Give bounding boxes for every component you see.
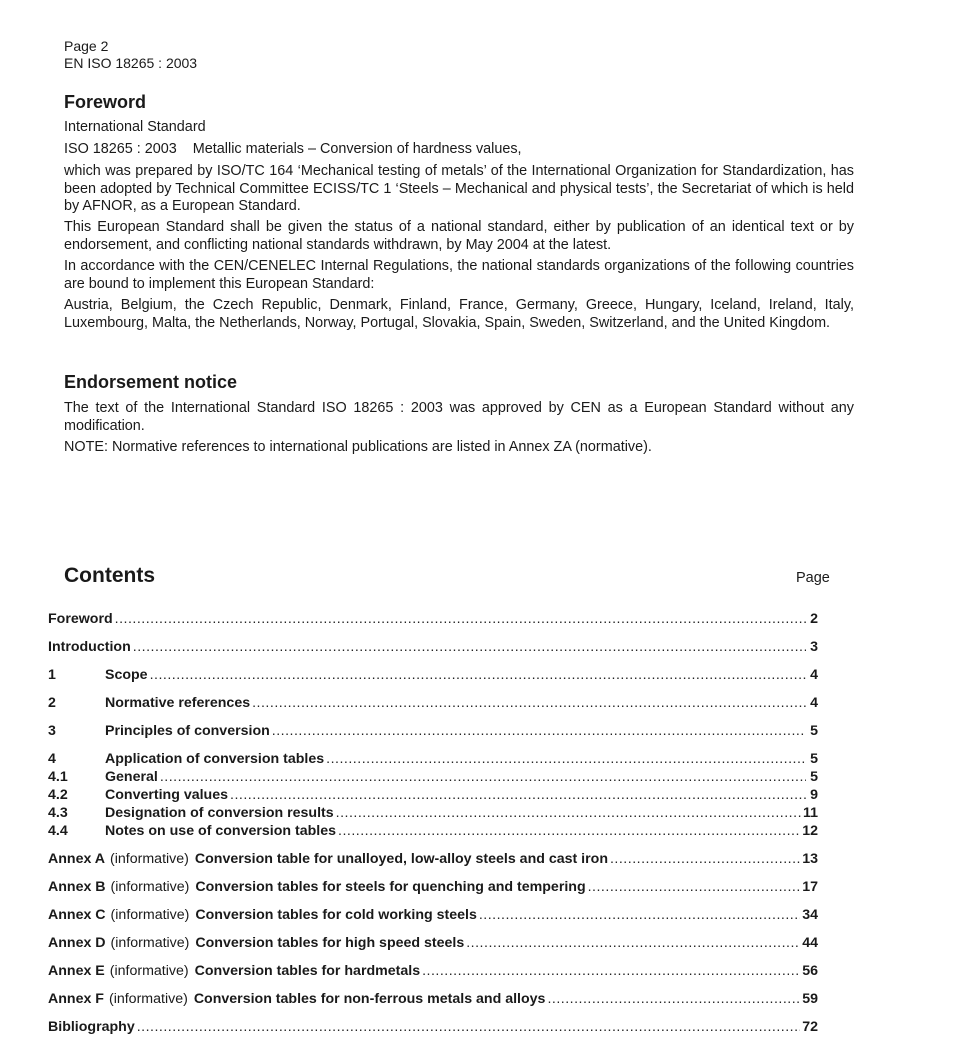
toc-entry-page: 11 — [803, 805, 818, 821]
toc-leader — [588, 878, 801, 896]
annex-label: Annex F — [48, 991, 104, 1007]
toc-row[interactable] — [48, 822, 818, 840]
annex-label: Annex E — [48, 963, 105, 979]
toc-entry-title: Notes on use of conversion tables — [105, 823, 336, 839]
toc-row[interactable] — [48, 750, 818, 768]
toc-leader — [466, 934, 800, 952]
toc-row[interactable] — [48, 694, 818, 712]
toc-row-annex[interactable] — [48, 990, 818, 1008]
annex-type: (informative) — [109, 963, 189, 979]
toc-entry-page: 59 — [802, 991, 818, 1007]
toc-entry-title: Application of conversion tables — [105, 751, 325, 767]
toc-entry-title: Scope — [105, 667, 148, 683]
toc-entry-title: Designation of conversion results — [105, 805, 334, 821]
toc-row-annex[interactable] — [48, 962, 818, 980]
toc-leader — [133, 638, 806, 656]
annex-type: (informative) — [110, 935, 190, 951]
foreword-p4: This European Standard shall be given the status of a national standard, either by publication of an identical text or by endorsement, and conflicting national standards withdrawn, by May 2004 at the latest. — [64, 219, 854, 253]
annex-type: (informative) — [110, 851, 189, 867]
foreword-p6: Austria, Belgium, the Czech Republic, Denmark, Finland, France, Germany, Greece, Hungary, Iceland, Ireland, Italy, Luxembourg, Malta, the Netherlands, Norway, Portugal, Slovakia, Spain, Sweden, Switzerland, and the United Kingdom. — [64, 297, 854, 331]
toc-entry-page: 4 — [810, 695, 818, 711]
toc-entry-number: 4.3 — [48, 805, 68, 821]
toc-entry-title: Foreword — [48, 611, 113, 627]
toc-entry-page: 5 — [810, 723, 818, 739]
annex-label: Annex A — [48, 851, 106, 867]
toc-entry-page: 44 — [802, 935, 818, 951]
toc-leader — [230, 786, 806, 804]
toc-entry-title: Converting values — [105, 787, 228, 803]
toc-entry-page: 9 — [810, 787, 818, 803]
toc-leader — [160, 768, 806, 786]
foreword-p5: In accordance with the CEN/CENELEC Internal Regulations, the national standards organizations of the following countries are bound to implement this European Standard: — [64, 258, 854, 292]
annex-label: Annex C — [48, 907, 106, 923]
toc-entry-number: 4.2 — [48, 787, 68, 803]
annex-label: Annex D — [48, 935, 106, 951]
toc-leader — [137, 1018, 801, 1036]
toc-entry-title: General — [105, 769, 158, 785]
toc-entry-number: 2 — [48, 695, 56, 711]
toc-row-annex[interactable] — [48, 906, 818, 924]
toc-leader — [547, 990, 800, 1008]
annex-type: (informative) — [110, 879, 190, 895]
toc-leader — [252, 694, 806, 712]
toc-leader — [115, 610, 806, 628]
endorsement-p1: The text of the International Standard ISO 18265 : 2003 was approved by CEN as a European Standard without any modification. — [64, 400, 854, 434]
toc-entry-page: 5 — [810, 751, 818, 767]
annex-label: Annex B — [48, 879, 106, 895]
toc-leader — [272, 722, 806, 740]
toc-entry-title: Conversion tables for non-ferrous metals and alloys — [193, 991, 546, 1007]
toc-row[interactable] — [48, 1018, 818, 1036]
annex-type: (informative) — [110, 907, 190, 923]
annex-type: (informative) — [108, 991, 188, 1007]
page-header — [64, 38, 197, 72]
toc-row-annex[interactable] — [48, 850, 818, 868]
toc-row-annex[interactable] — [48, 934, 818, 952]
foreword-p3: which was prepared by ISO/TC 164 ‘Mechanical testing of metals’ of the International Organization for Standardization, has been adopted by Technical Committee ECISS/TC 1 ‘Steels – Mechanical and physical tests’, the Secretariat of which is held by AFNOR, as a European Standard. — [64, 163, 854, 214]
toc-entry-title: Conversion tables for cold working steels — [195, 907, 477, 923]
toc-leader — [338, 822, 800, 840]
toc-row[interactable] — [48, 610, 818, 628]
toc-entry-title: Bibliography — [48, 1019, 135, 1035]
contents-page-label: Page — [796, 570, 830, 586]
toc-entry-page: 34 — [802, 907, 818, 923]
toc-entry-page: 56 — [802, 963, 818, 979]
toc-entry-title: Conversion tables for steels for quenching and tempering — [195, 879, 586, 895]
toc-leader — [326, 750, 806, 768]
foreword-p2: ISO 18265 : 2003 Metallic materials – Conversion of hardness values, — [64, 141, 522, 157]
toc-entry-title: Conversion table for unalloyed, low-alloy steels and cast iron — [194, 851, 608, 867]
endorsement-p2: NOTE: Normative references to international publications are listed in Annex ZA (normative). — [64, 439, 652, 455]
toc-row[interactable] — [48, 804, 818, 822]
toc-entry-page: 5 — [810, 769, 818, 785]
toc-row[interactable] — [48, 786, 818, 804]
page-number: Page 2 — [64, 38, 109, 54]
toc-row[interactable] — [48, 666, 818, 684]
toc-entry-title: Conversion tables for hardmetals — [194, 963, 421, 979]
toc-entry-number: 4.1 — [48, 769, 68, 785]
foreword-heading: Foreword — [64, 92, 147, 112]
toc-entry-page: 12 — [802, 823, 818, 839]
toc-entry-title: Normative references — [105, 695, 251, 711]
toc-entry-number: 4.4 — [48, 823, 68, 839]
toc-entry-title: Introduction — [48, 639, 131, 655]
foreword-p1: International Standard — [64, 119, 206, 135]
toc-leader — [150, 666, 806, 684]
standard-id: EN ISO 18265 : 2003 — [64, 55, 198, 71]
toc-leader — [422, 962, 800, 980]
toc-entry-number: 3 — [48, 723, 56, 739]
toc-leader — [336, 804, 801, 822]
toc-entry-page: 13 — [802, 851, 818, 867]
toc-row[interactable] — [48, 768, 818, 786]
toc-entry-title: Conversion tables for high speed steels — [195, 935, 465, 951]
toc-entry-title: Principles of conversion — [105, 723, 270, 739]
toc-entry-page: 3 — [810, 639, 818, 655]
toc-entry-page: 2 — [810, 611, 818, 627]
toc-row-annex[interactable] — [48, 878, 818, 896]
toc-entry-number: 4 — [48, 751, 56, 767]
toc-entry-page: 72 — [802, 1019, 818, 1035]
endorsement-heading: Endorsement notice — [64, 372, 238, 392]
toc-entry-page: 4 — [810, 667, 818, 683]
contents-title: Contents — [64, 564, 155, 587]
toc-leader — [479, 906, 800, 924]
toc-row[interactable] — [48, 638, 818, 656]
toc-leader — [610, 850, 800, 868]
toc-entry-page: 17 — [802, 879, 818, 895]
toc-entry-number: 1 — [48, 667, 56, 683]
toc-row[interactable] — [48, 722, 818, 740]
